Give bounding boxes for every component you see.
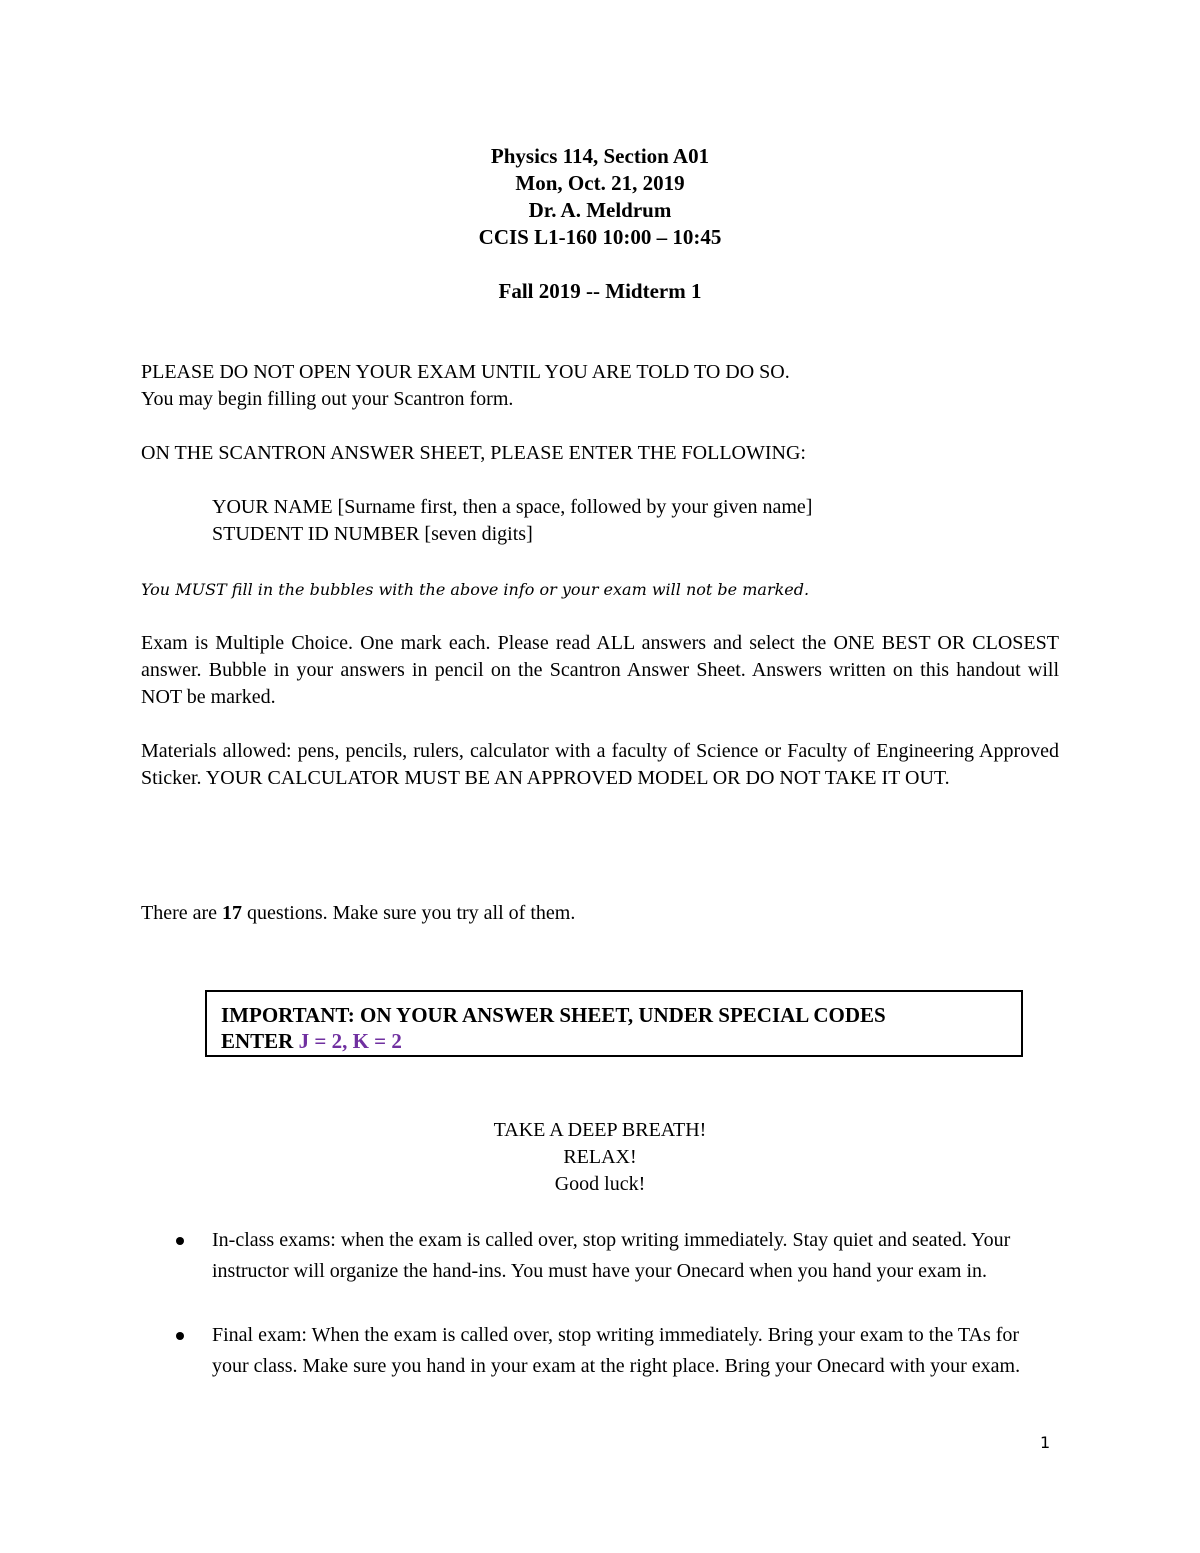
bullet-icon	[176, 1332, 184, 1340]
exam-header	[0, 143, 1200, 251]
instructor-name: Dr. A. Meldrum	[528, 198, 672, 222]
exam-date: Mon, Oct. 21, 2019	[515, 171, 685, 195]
materials-paragraph: Materials allowed: pens, pencils, rulers, calculator with a faculty of Science or Faculty of Engineering Approved Sticker. YOUR CALCULATOR MUST BE AN APPROVED MODEL OR DO NOT TAKE IT OUT.	[141, 740, 1059, 789]
question-count-prefix: There are	[141, 902, 223, 924]
final-exam-rule: Final exam: When the exam is called over, stop writing immediately. Bring your exam to the TAs for your class. Make sure you hand in your exam at the right place. Bring your Onecard with your exam.	[212, 1324, 1021, 1377]
question-count: 17	[222, 902, 243, 924]
deep-breath-text: TAKE A DEEP BREATH!	[493, 1119, 707, 1141]
special-codes-line	[221, 1028, 1021, 1054]
do-not-open-notice: PLEASE DO NOT OPEN YOUR EXAM UNTIL YOU ARE TOLD TO DO SO.	[141, 361, 790, 383]
closing-message	[0, 1117, 1200, 1198]
exam-format-paragraph: Exam is Multiple Choice. One mark each. Please read ALL answers and select the ONE BEST OR CLOSEST answer. Bubble in your answers in pencil on the Scantron Answer Sheet. Answers written on this handout will NOT be marked.	[141, 632, 1059, 708]
relax-text: RELAX!	[563, 1146, 637, 1168]
exam-location-time: CCIS L1-160 10:00 – 10:45	[478, 225, 722, 249]
student-id-instruction: STUDENT ID NUMBER [seven digits]	[212, 523, 533, 545]
special-codes-heading: IMPORTANT: ON YOUR ANSWER SHEET, UNDER SPECIAL CODES	[221, 1003, 886, 1027]
scantron-enter-heading: ON THE SCANTRON ANSWER SHEET, PLEASE ENTER THE FOLLOWING:	[141, 442, 806, 464]
bullet-icon	[176, 1237, 184, 1245]
scantron-begin-text: You may begin filling out your Scantron form.	[141, 388, 514, 410]
exam-title: Fall 2019 -- Midterm 1	[498, 279, 702, 303]
question-count-suffix: questions. Make sure you try all of them.	[242, 902, 576, 924]
name-instruction: YOUR NAME [Surname first, then a space, followed by your given name]	[212, 496, 813, 518]
special-codes-enter-label: ENTER	[221, 1029, 299, 1053]
special-codes-box	[205, 990, 1023, 1057]
course-section: Physics 114, Section A01	[490, 144, 710, 168]
special-codes-values: J = 2, K = 2	[298, 1029, 402, 1053]
must-fill-warning: You MUST fill in the bubbles with the above info or your exam will not be marked.	[141, 580, 810, 599]
in-class-exam-rule: In-class exams: when the exam is called over, stop writing immediately. Stay quiet and seated. Your instructor will organize the hand-ins. You must have your Onecard when you hand your exam in.	[212, 1229, 1011, 1282]
page-number: 1	[1040, 1433, 1051, 1452]
question-count-line	[141, 900, 1059, 927]
good-luck-text: Good luck!	[554, 1173, 646, 1195]
